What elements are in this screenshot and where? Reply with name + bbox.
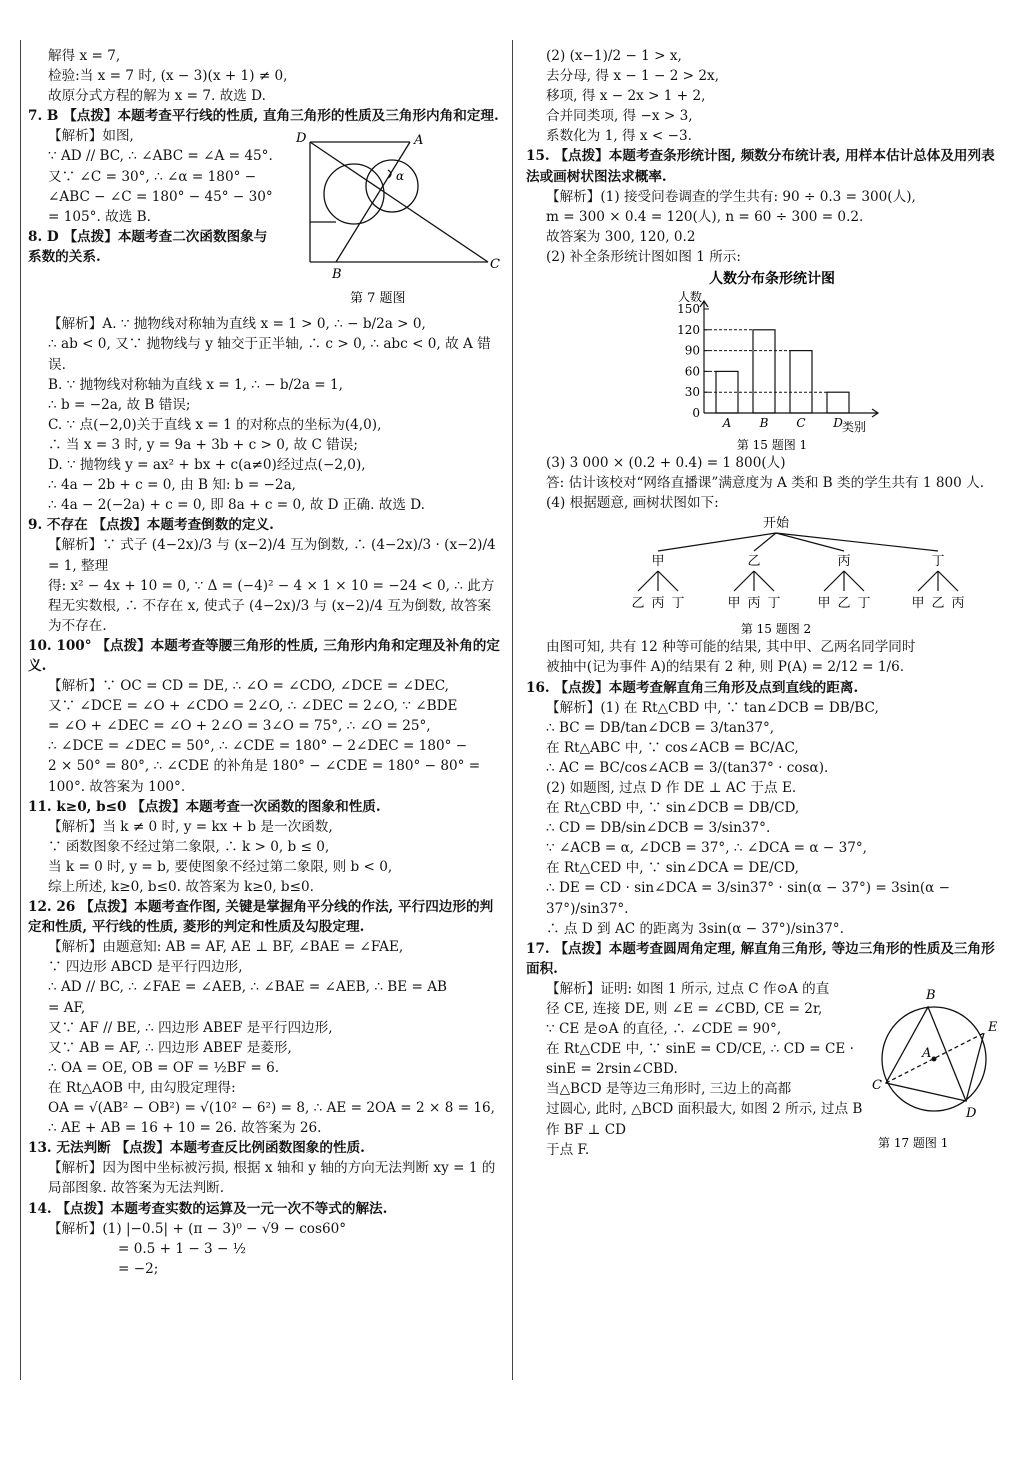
tree-leaf: 丙: [951, 596, 965, 612]
label-e: E: [988, 1019, 998, 1035]
tree-branch-line: [658, 533, 776, 551]
tree-leaf: 甲: [911, 596, 925, 612]
text-line: = −2;: [118, 1260, 159, 1277]
text-line: ∴ AC = BC/cos∠ACB = 3/(tan37° · cosα).: [546, 759, 829, 776]
text-line: ∴ AE + AB = 16 + 10 = 26. 故答案为 26.: [48, 1120, 322, 1137]
tree-node: 丙: [837, 554, 851, 570]
center-a: [932, 1056, 937, 1061]
text-line: (2) 补全条形统计图如图 1 所示:: [546, 248, 741, 265]
question-13-heading: 13. 无法判断 【点拨】本题考查反比例函数图象的性质.: [28, 1140, 365, 1157]
text-line: 【解析】由题意知: AB = AF, AE ⊥ BF, ∠BAE = ∠FAE,: [48, 939, 404, 956]
text-line: 又∵ AF // BE, ∴ 四边形 ABEF 是平行四边形,: [48, 1019, 333, 1036]
circle-left: [324, 164, 384, 224]
tree-leaf-line: [754, 571, 774, 591]
text-line: m = 300 × 0.4 = 120(人), n = 60 ÷ 300 = 0.2.: [546, 208, 864, 225]
text-line: = 105°. 故选 B.: [48, 208, 151, 225]
tree-leaf: 甲: [817, 596, 831, 612]
chart-xlabel: 类别: [842, 420, 867, 435]
y-tick-label: 120: [677, 322, 700, 337]
tree-leaf-line: [734, 571, 754, 591]
question-17-heading: 17. 【点拨】本题考查圆周角定理, 解直角三角形, 等边三角形的性质及三角形面积.: [526, 940, 995, 977]
y-tick-label: 150: [677, 302, 700, 317]
chart-gridlines: [704, 330, 827, 392]
tree-leaf-line: [638, 571, 658, 591]
question-10-heading: 10. 100° 【点拨】本题考查等腰三角形的性质, 三角形内角和定理及补角的定义.: [28, 637, 500, 674]
text-line: 检验:当 x = 7 时, (x − 3)(x + 1) ≠ 0,: [48, 68, 288, 85]
text-line: ∴ 4a − 2b + c = 0, 由 B 知: b = −2a,: [48, 477, 296, 494]
column-divider: [512, 40, 513, 1380]
text-line: 【解析】∵ OC = CD = DE, ∴ ∠O = ∠CDO, ∠DCE = ∠DEC,: [48, 678, 449, 695]
left-column: [28, 46, 500, 1279]
text-line: 【解析】如图,: [48, 128, 134, 145]
label-b: B: [926, 987, 936, 1003]
question-14-heading: 14. 【点拨】本题考查实数的运算及一元一次不等式的解法.: [28, 1200, 388, 1217]
text-line: 当 k = 0 时, y = b, 要使图象不经过第二象限, 则 b < 0,: [48, 858, 393, 875]
tree-leaf-line: [844, 571, 864, 591]
text-line: (2) (x−1)/2 − 1 > x,: [546, 48, 682, 64]
text-line: OA = √(AB² − OB²) = √(10² − 6²) = 8, ∴ AE = 2OA = 2 × 8 = 16,: [48, 1100, 496, 1117]
text-line: ∵ 四边形 ABCD 是平行四边形,: [48, 959, 243, 976]
question-7-heading: 7. B 【点拨】本题考查平行线的性质, 直角三角形的性质及三角形内角和定理.: [28, 108, 499, 125]
figure-17-caption: 第 17 题图 1: [878, 1135, 949, 1150]
label-a: A: [922, 1045, 932, 1061]
tree-node: 丁: [931, 554, 945, 570]
text-line: 在 Rt△CBD 中, ∵ sin∠DCB = DB/CD,: [546, 800, 800, 817]
figure-7-caption: 第 7 题图: [350, 291, 406, 307]
text-line: 程无实数根, ∴ 不存在 x, 使式子 (4−2x)/3 与 (x−2)/4 互为倒数, 故答案: [48, 597, 492, 614]
bar-chart: [526, 267, 1008, 453]
bar-C: [790, 351, 812, 413]
probability-tree: [526, 513, 1008, 637]
tree-leaf: 丁: [857, 596, 871, 612]
tree-branch-line: [776, 533, 938, 551]
figure-17: [872, 979, 1008, 1154]
question-8-heading: 8. D 【点拨】本题考查二次函数图象与系数的关系.: [28, 228, 268, 265]
text-line: 系数化为 1, 得 x < −3.: [546, 128, 692, 145]
text-line: 【解析】证明: 如图 1 所示, 过点 C 作⊙A 的直: [546, 980, 830, 997]
text-line: 2 × 50° = 80°, ∴ ∠CDE 的补角是 180° − ∠CDE = 180° − 80° =: [48, 758, 481, 775]
tree-leaf-line: [938, 571, 958, 591]
text-line: ∵ 函数图象不经过第二象限, ∴ k > 0, b ≤ 0,: [48, 838, 330, 855]
circle-right: [366, 160, 418, 212]
tree-node: 乙: [747, 554, 761, 570]
label-alpha: α: [396, 169, 405, 184]
text-line: 径 CE, 连接 DE, 则 ∠E = ∠CBD, CE = 2r,: [546, 1001, 823, 1017]
bar-B: [753, 330, 775, 413]
text-line: 合并同类项, 得 −x > 3,: [546, 108, 693, 125]
bar-D: [827, 392, 849, 413]
text-line: 在 Rt△ABC 中, ∵ cos∠ACB = BC/AC,: [546, 739, 799, 756]
question-12-heading: 12. 26 【点拨】本题考查作图, 关键是掌握角平分线的作法, 平行四边形的判定和性质, 平行线的性质, 菱形的判定和性质及勾股定理.: [28, 899, 494, 936]
text-line: 又∵ ∠DCE = ∠O + ∠CDO = 2∠O, ∴ ∠DEC = 2∠O, ∵ ∠BDE: [48, 698, 458, 715]
y-tick-label: 60: [684, 364, 700, 379]
text-line: ∵ AD // BC, ∴ ∠ABC = ∠A = 45°.: [48, 148, 273, 165]
figure-7-diagram: [288, 130, 500, 312]
text-line: 在 Rt△AOB 中, 由勾股定理得:: [48, 1079, 236, 1096]
label-d: D: [296, 131, 307, 147]
text-line: 答: 估计该校对“网络直播课”满意度为 A 类和 B 类的学生共有 1 800 人.: [546, 475, 985, 492]
label-c: C: [490, 257, 500, 273]
question-11-heading: 11. k≥0, b≤0 【点拨】本题考查一次函数的图象和性质.: [28, 798, 381, 815]
text-line: 综上所述, k≥0, b≤0. 故答案为 k≥0, b≤0.: [48, 879, 314, 895]
tree-leaf: 丁: [767, 596, 781, 612]
text-line: 被抽中(记为事件 A)的结果有 2 种, 则 P(A) = 2/12 = 1/6.: [546, 659, 905, 676]
tree-node: 甲: [651, 554, 665, 570]
chart-ylabel: 人数: [678, 290, 703, 305]
tree-leaf: 丙: [747, 596, 761, 612]
chart-caption: 第 15 题图 1: [736, 438, 808, 453]
text-line: D. ∵ 抛物线 y = ax² + bx + c(a≠0)经过点(−2,0),: [48, 457, 366, 474]
text-line: ∴ BC = DB/tan∠DCB = 3/tan37°,: [546, 719, 775, 736]
question-15-heading: 15. 【点拨】本题考查条形统计图, 频数分布统计表, 用样本估计总体及用列表法或画树状图法求概率.: [526, 148, 995, 185]
text-line: 由图可知, 共有 12 种等可能的结果, 其中甲、乙两名同学同时: [546, 639, 916, 656]
label-b: B: [332, 267, 342, 283]
tree-branch-line: [776, 533, 844, 551]
tree-leaf: 甲: [727, 596, 741, 612]
label-c: C: [872, 1077, 882, 1093]
text-line: 得: x² − 4x + 10 = 0, ∵ Δ = (−4)² − 4 × 1 × 10 = −24 < 0, ∴ 此方: [48, 577, 495, 594]
tree-leaf-line: [658, 571, 678, 591]
text-line: ∴ ab < 0, 又∵ 抛物线与 y 轴交于正半轴, ∴ c > 0, ∴ abc < 0, 故 A 错误.: [48, 336, 491, 373]
text-line: = ∠O + ∠DEC = ∠O + 2∠O = 3∠O = 75°, ∴ ∠O = 25°,: [48, 718, 431, 735]
text-line: (3) 3 000 × (0.2 + 0.4) = 1 800(人): [546, 455, 786, 472]
text-line: ∴ 点 D 到 AC 的距离为 3sin(α − 37°)/sin37°.: [546, 920, 844, 937]
tree-leaf-line: [824, 571, 844, 591]
x-tick-label: A: [722, 416, 732, 431]
chart-title: 人数分布条形统计图: [709, 271, 835, 288]
text-line: B. ∵ 抛物线对称轴为直线 x = 1, ∴ − b/2a = 1,: [48, 376, 343, 393]
text-line: = AF,: [48, 999, 86, 1016]
text-line: 100°. 故答案为 100°.: [48, 778, 186, 795]
text-line: 【解析】(1) 接受问卷调查的学生共有: 90 ÷ 0.3 = 300(人),: [546, 188, 916, 205]
text-line: 在 Rt△CDE 中, ∵ sinE = CD/CE, ∴ CD = CE ·: [546, 1041, 854, 1058]
chart-axes: [700, 301, 878, 417]
tree-root: 开始: [762, 516, 790, 532]
tree-caption: 第 15 题图 2: [740, 622, 812, 637]
text-line: 【解析】∵ 式子 (4−2x)/3 与 (x−2)/4 互为倒数, ∴ (4−2x)/3 · (x−2)/4 = 1, 整理: [48, 537, 496, 574]
label-a: A: [414, 133, 424, 149]
text-line: 又∵ AB = AF, ∴ 四边形 ABEF 是菱形,: [48, 1039, 292, 1056]
text-line: ∠ABC − ∠C = 180° − 45° − 30°: [48, 188, 273, 205]
question-16-heading: 16. 【点拨】本题考查解直角三角形及点到直线的距离.: [526, 679, 859, 696]
text-line: 【解析】(1) |−0.5| + (π − 3)⁰ − √9 − cos60°: [48, 1220, 347, 1237]
left-margin-rule: [20, 40, 21, 1380]
label-d: D: [966, 1105, 977, 1121]
text-line: ∵ ∠ACB = α, ∠DCB = 37°, ∴ ∠DCA = α − 37°,: [546, 840, 868, 857]
text-line: ∴ CD = DB/sin∠DCB = 3/sin37°.: [546, 820, 771, 837]
text-line: 【解析】A. ∵ 抛物线对称轴为直线 x = 1 > 0, ∴ − b/2a > 0,: [48, 316, 426, 333]
tree-leaf: 乙: [931, 596, 945, 612]
tree-leaf: 丙: [651, 596, 665, 612]
figure-17-diagram: [872, 979, 1008, 1154]
figure-7: [288, 130, 500, 312]
text-line: ∴ DE = CD · sin∠DCA = 3/sin37° · sin(α − 37°) = 3sin(α − 37°)/sin37°.: [546, 880, 951, 917]
text-line: 又∵ ∠C = 30°, ∴ ∠α = 180° −: [48, 168, 257, 185]
text-line: 当△BCD 是等边三角形时, 三边上的高都: [546, 1081, 792, 1098]
text-line: ∴ 4a − 2(−2a) + c = 0, 即 8a + c = 0, 故 D 正确. 故选 D.: [48, 497, 425, 514]
text-line: 去分母, 得 x − 1 − 2 > 2x,: [546, 68, 720, 85]
text-line: 【解析】因为图中坐标被污损, 根据 x 轴和 y 轴的方向无法判断 xy = 1 的局部图象. 故答案为无法判断.: [48, 1160, 496, 1197]
tree-leaf: 乙: [631, 596, 645, 612]
text-line: 故原分式方程的解为 x = 7. 故选 D.: [48, 88, 266, 105]
text-line: 为不存在.: [48, 617, 107, 634]
text-line: 在 Rt△CED 中, ∵ sin∠DCA = DE/CD,: [546, 860, 799, 877]
text-line: (4) 根据题意, 画树状图如下:: [546, 495, 719, 512]
text-line: ∴ b = −2a, 故 B 错误;: [48, 396, 191, 413]
text-line: = 0.5 + 1 − 3 − ½: [118, 1240, 246, 1257]
right-column: [526, 46, 1008, 1160]
x-tick-label: D: [833, 416, 843, 431]
text-line: 于点 F.: [546, 1141, 590, 1158]
text-line: 故答案为 300, 120, 0.2: [546, 228, 696, 245]
text-line: 解得 x = 7,: [48, 48, 121, 64]
chart-xticks: [722, 416, 844, 430]
text-line: 【解析】(1) 在 Rt△CBD 中, ∵ tan∠DCB = DB/BC,: [546, 699, 879, 716]
text-line: sinE = 2rsin∠CBD.: [546, 1061, 678, 1078]
tree-leaf-line: [918, 571, 938, 591]
y-tick-label: 90: [684, 343, 700, 358]
text-line: ∴ OA = OE, OB = OF = ½BF = 6.: [48, 1059, 280, 1076]
y-tick-label: 30: [684, 385, 700, 400]
tree-leaf: 乙: [837, 596, 851, 612]
x-tick-label: C: [796, 416, 806, 431]
text-line: ∴ 当 x = 3 时, y = 9a + 3b + c > 0, 故 C 错误;: [48, 436, 358, 453]
tree-leaf: 丁: [671, 596, 685, 612]
question-9-heading: 9. 不存在 【点拨】本题考查倒数的定义.: [28, 517, 274, 534]
text-line: ∵ CE 是⊙A 的直径, ∴ ∠CDE = 90°,: [546, 1021, 782, 1038]
text-line: 过圆心, 此时, △BCD 面积最大, 如图 2 所示, 过点 B 作 BF ⊥ CD: [546, 1101, 863, 1138]
text-line: ∴ AD // BC, ∴ ∠FAE = ∠AEB, ∴ ∠BAE = ∠AEB, ∴ BE = AB: [48, 979, 448, 996]
text-line: ∴ ∠DCE = ∠DEC = 50°, ∴ ∠CDE = 180° − 2∠DEC = 180° −: [48, 738, 468, 755]
chart-bars: [716, 330, 849, 413]
text-line: C. ∵ 点(−2,0)关于直线 x = 1 的对称点的坐标为(4,0),: [48, 416, 382, 433]
y-tick-label: 0: [692, 406, 700, 421]
text-line: (2) 如题图, 过点 D 作 DE ⊥ AC 于点 E.: [546, 779, 797, 796]
text-line: 【解析】当 k ≠ 0 时, y = kx + b 是一次函数,: [48, 818, 333, 835]
x-tick-label: B: [759, 416, 769, 431]
tree-branches: [631, 533, 964, 611]
text-line: 移项, 得 x − 2x > 1 + 2,: [546, 88, 706, 105]
